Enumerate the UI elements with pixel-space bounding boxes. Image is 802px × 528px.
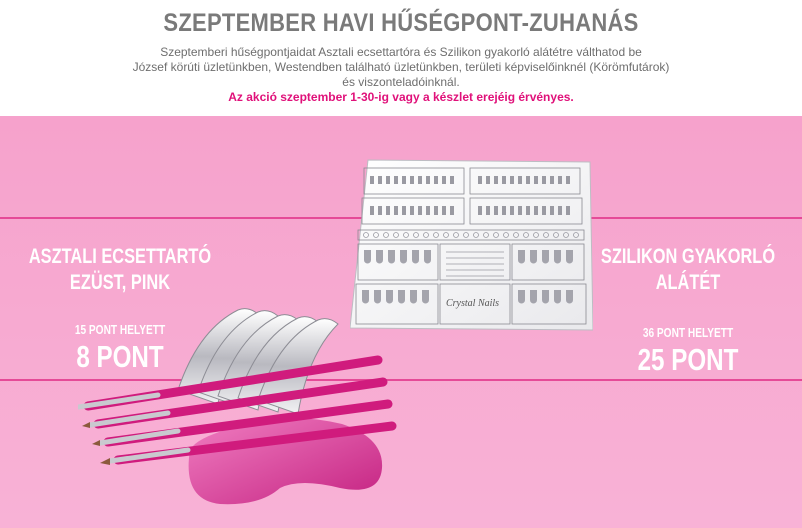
left-offer-name-line: ASZTALI ECSETTARTÓ [28,245,212,268]
page-title: SZEPTEMBER HAVI HŰSÉGPONT-ZUHANÁS [163,9,639,37]
left-offer-name-line: EZÜST, PINK [69,271,171,294]
right-offer-new-points: 25 PONT [637,342,739,377]
right-offer-name-line: SZILIKON GYAKORLÓ [600,245,776,268]
description-line: Szeptemberi hűségpontjaidat Asztali ecsettartóra és Szilikon gyakorló alátétre válthatod be [160,45,642,59]
right-offer-name [599,244,777,296]
promo-validity: Az akció szeptember 1-30-ig vagy a készlet erejéig érvényes. [228,90,574,104]
right-offer-name-line: ALÁTÉT [655,271,721,294]
left-offer-new-points: 8 PONT [76,339,164,374]
description-line: József körúti üzletünkben, Westendben található üzletünkben, területi képviselőinknél (Körömfutárok) [132,60,670,74]
header [0,0,802,116]
left-offer-name [26,244,213,296]
mat-brand-label: Crystal Nails [446,298,500,309]
description [0,45,802,105]
description-line: és viszonteladóinknál. [342,75,460,89]
left-offer-old-points: 15 PONT HELYETT [74,322,166,337]
right-offer-old-points: 36 PONT HELYETT [642,325,734,340]
